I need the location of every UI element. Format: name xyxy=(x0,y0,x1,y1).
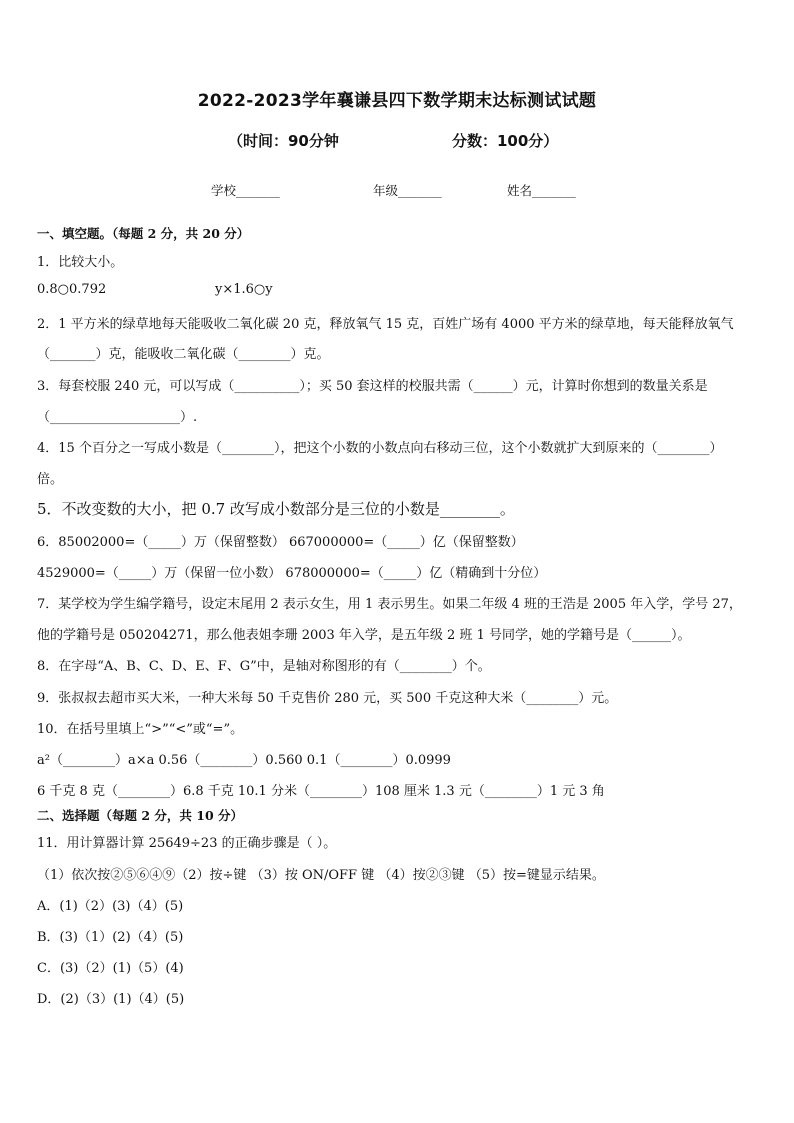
question-10: 10．在括号里填上“>”“<”或“=”。 xyxy=(37,722,244,737)
section-heading-fill-in: 一、填空题。（每题 2 分，共 20 分） xyxy=(37,226,250,241)
question-1: 1．比较大小。 xyxy=(37,255,124,270)
section-heading-choice: 二、选择题（每题 2 分，共 10 分） xyxy=(37,808,244,823)
question-3-line-2: （____________________）. xyxy=(37,410,198,425)
question-4-line-1: 4．15 个百分之一写成小数是（________），把这个小数的小数点向右移动三位，这个小数就扩大到原来的（________） xyxy=(37,441,723,456)
question-11: 11．用计算器计算 25649÷23 的正确步骤是（ ）。 xyxy=(37,836,337,851)
exam-title: 2022-2023学年襄谦县四下数学期末达标测试试题 xyxy=(197,91,597,111)
question-11-option-a: A．(1)（2）(3)（4）(5) xyxy=(37,899,184,914)
question-3-line-1: 3．每套校服 240 元，可以写成（__________）；买 50 套这样的校服共需（______）元，计算时你想到的数量关系是 xyxy=(37,379,708,394)
question-11-steps: （1）依次按②⑤⑥④⑨（2）按÷键 （3）按 ON/OFF 键 （4）按②③键 （5）按=键显示结果。 xyxy=(37,868,605,883)
grade-field: 年级_______ xyxy=(373,183,442,198)
question-11-option-c: C．(3)（2）(1)（5）(4) xyxy=(37,961,184,976)
question-1-part-a: 0.8○0.792 xyxy=(37,282,107,297)
question-11-option-d: D．(2)（3）(1)（4）(5) xyxy=(37,992,185,1007)
exam-score: 分数：100分） xyxy=(452,132,559,150)
question-4-line-2: 倍。 xyxy=(37,472,64,487)
question-2-line-2: （_______）克，能吸收二氧化碳（________）克。 xyxy=(37,347,330,362)
question-10-row-2: 6 千克 8 克（________）6.8 千克 10.1 分米（________）108 厘米 1.3 元（________）1 元 3 角 xyxy=(37,784,605,799)
question-7-line-2: 他的学籍号是 050204271，那么他表姐李珊 2003 年入学，是五年级 2 班 1 号同学，她的学籍号是（______）。 xyxy=(37,628,691,643)
question-1-part-b: y×1.6○y xyxy=(215,282,273,297)
question-6-line-2: 4529000=（_____）万（保留一位小数） 678000000=（_____）亿（精确到十分位） xyxy=(37,566,547,581)
name-field: 姓名_______ xyxy=(507,183,576,198)
question-10-row-1: a²（________）a×a 0.56（________）0.560 0.1（________）0.0999 xyxy=(37,753,451,768)
question-2-line-1: 2．1 平方米的绿草地每天能吸收二氧化碳 20 克，释放氧气 15 克，百姓广场有 4000 平方米的绿草地，每天能释放氧气 xyxy=(37,317,734,332)
question-7-line-1: 7．某学校为学生编学籍号，设定末尾用 2 表示女生，用 1 表示男生。如果二年级 4 班的王浩是 2005 年入学，学号 27， xyxy=(37,597,742,612)
question-8: 8．在字母“A、B、C、D、E、F、G”中，是轴对称图形的有（________）个。 xyxy=(37,659,491,674)
question-9: 9．张叔叔去超市买大米，一种大米每 50 千克售价 280 元，买 500 千克这种大米（________）元。 xyxy=(37,691,618,706)
question-11-option-b: B．(3)（1）(2)（4）(5) xyxy=(37,930,184,945)
question-5: 5．不改变数的大小，把 0.7 改写成小数部分是三位的小数是________。 xyxy=(37,500,515,518)
exam-time: （时间：90分钟 xyxy=(228,132,339,150)
question-6-line-1: 6．85002000=（_____）万（保留整数） 667000000=（_____）亿（保留整数） xyxy=(37,535,524,550)
school-field: 学校_______ xyxy=(211,183,280,198)
